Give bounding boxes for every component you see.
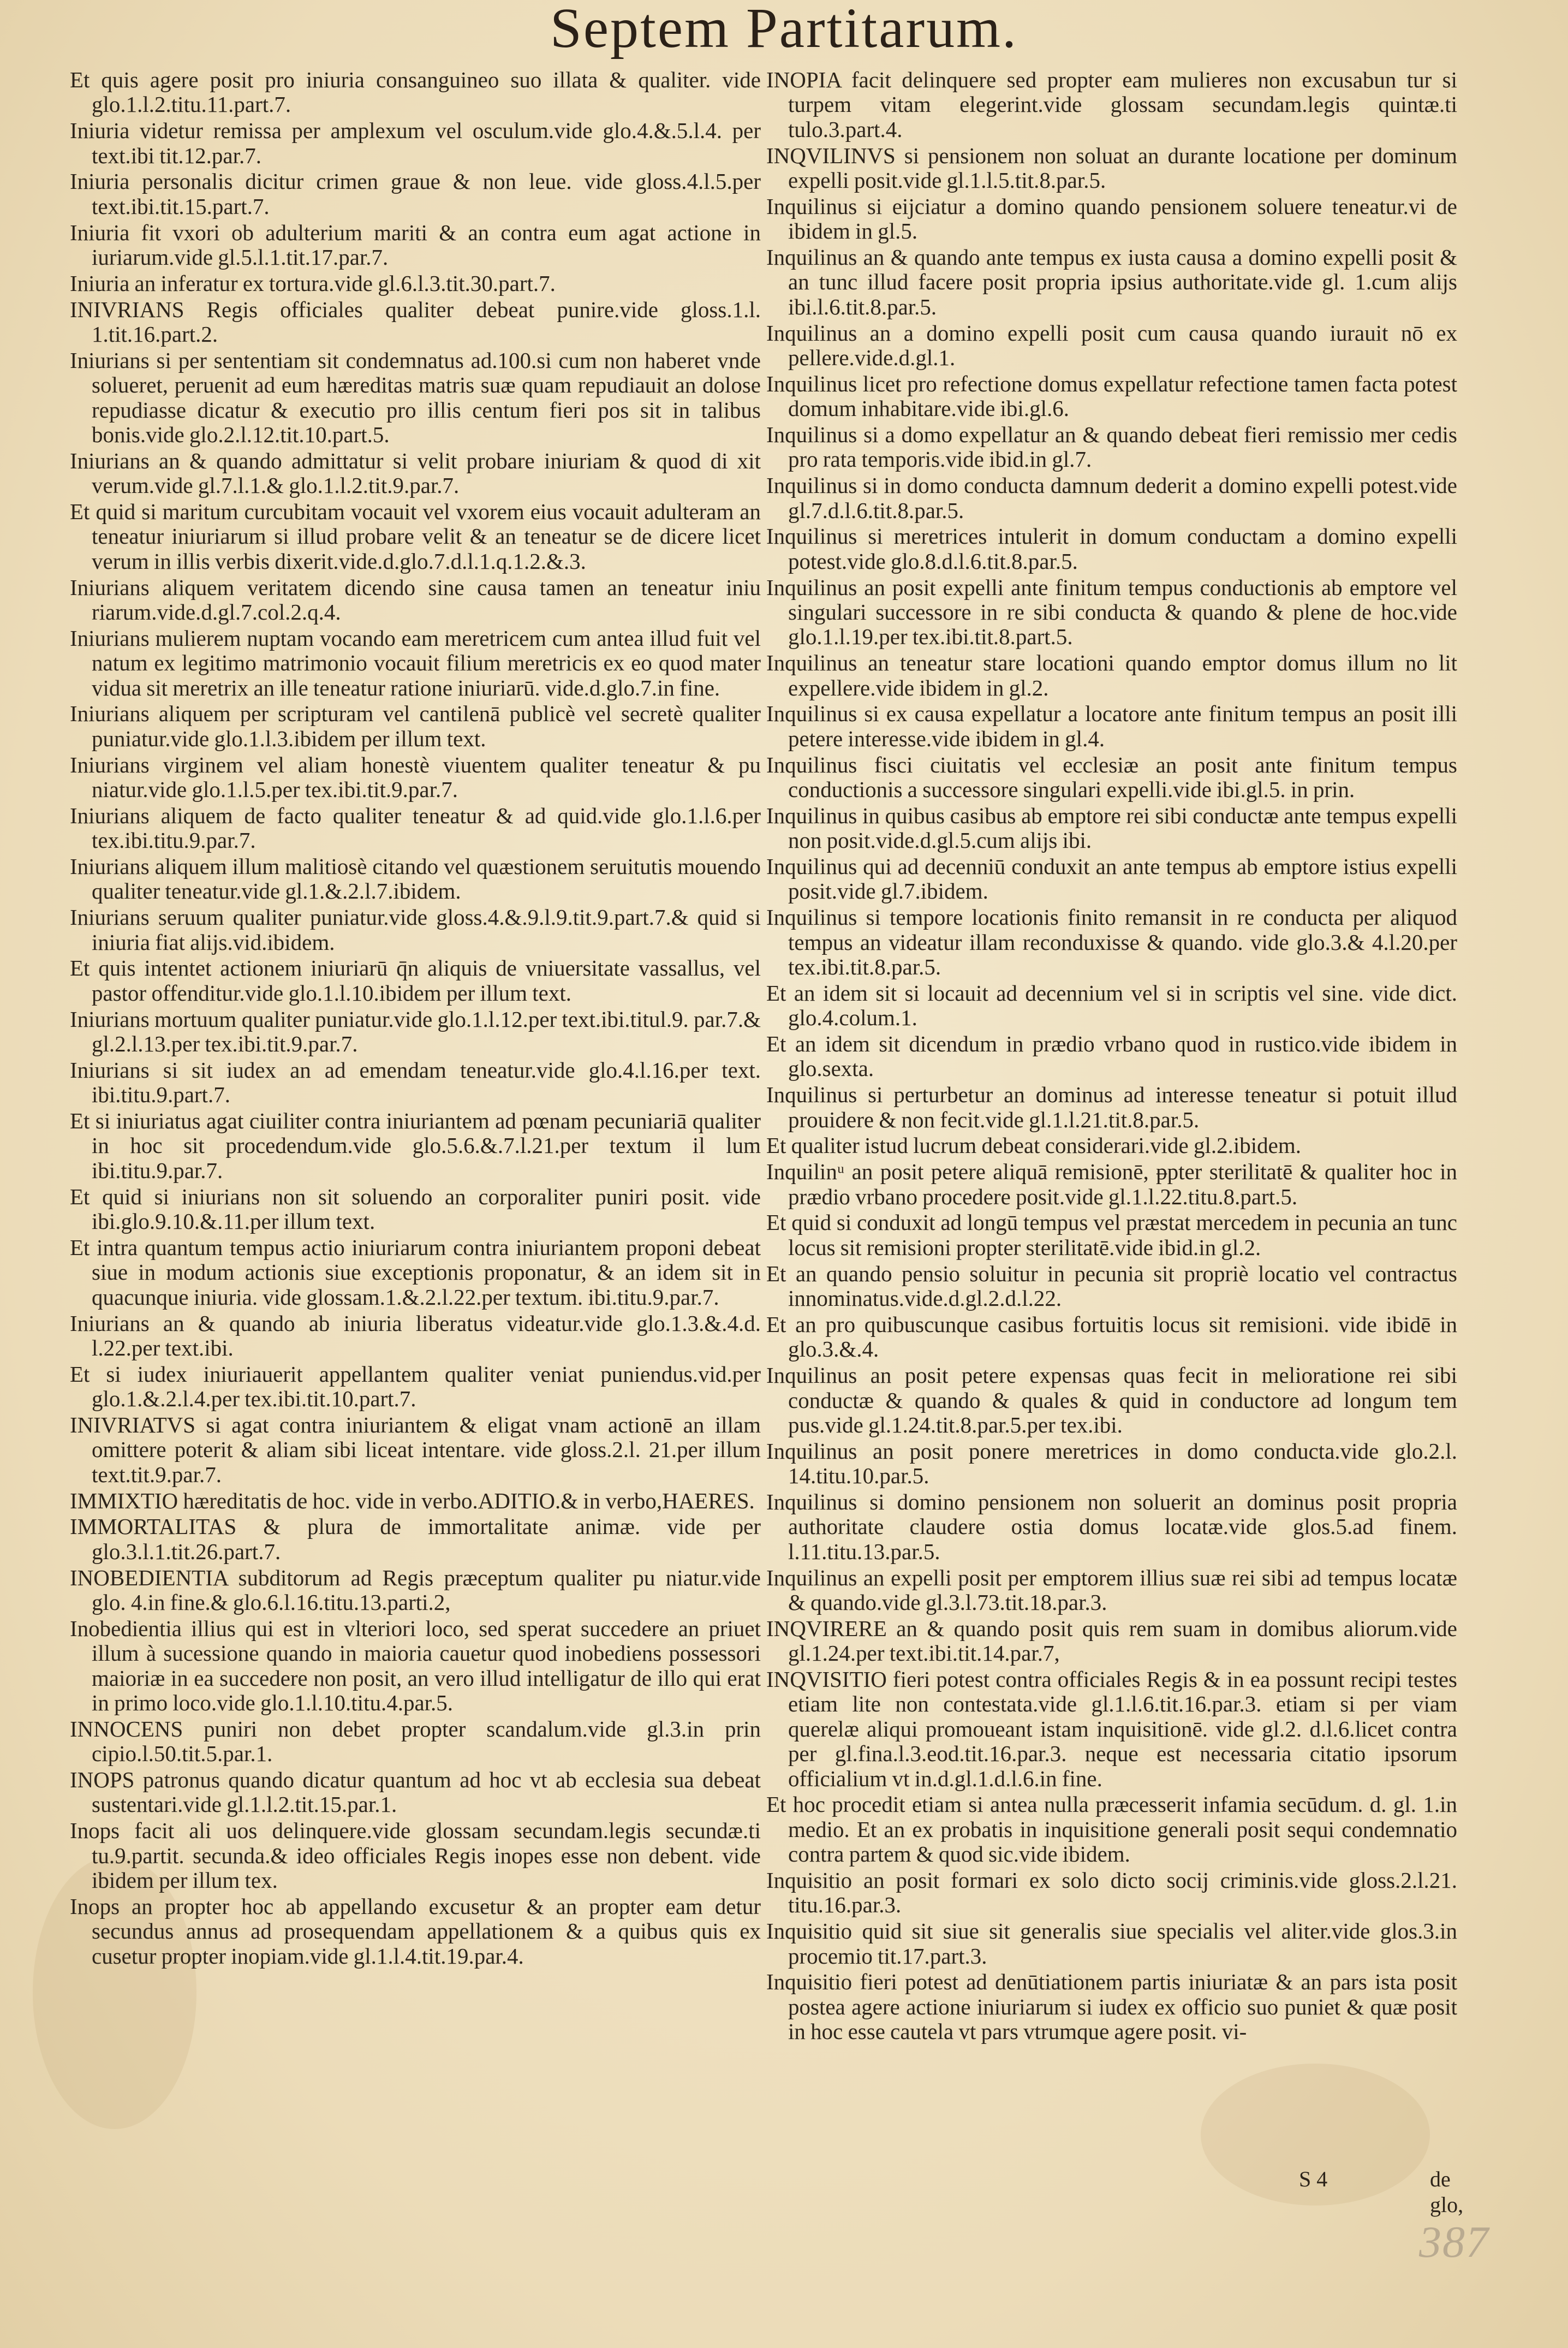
index-entry: Et quis intentet actionem iniuriarū q̄n aliquis de vniuersitate vassallus, vel pastor offenditur.vide glo.1.l.10.ibidem per illum text.	[70, 955, 761, 1006]
index-entry: Et quis agere posit pro iniuria consanguineo suo illata & qualiter. vide glo.1.l.2.titu.11.part.7.	[70, 67, 761, 117]
index-entry: Iniurians an & quando admittatur si velit probare iniuriam & quod di xit verum.vide gl.7.l.1.& glo.1.l.2.tit.9.par.7.	[70, 448, 761, 498]
index-entry: Iniuria videtur remissa per amplexum vel osculum.vide glo.4.&.5.l.4. per text.ibi tit.12.par.7.	[70, 118, 761, 168]
index-entry: Inquilinus si domino pensionem non soluerit an dominus posit propria authoritate claudere ostia domus locatæ.vide glos.5.ad finem. l.11.titu.13.par.5.	[766, 1489, 1457, 1564]
index-entry: Et an quando pensio soluitur in pecunia sit propriè locatio vel contractus innominatus.vide.d.gl.2.d.l.22.	[766, 1261, 1457, 1311]
index-entry: Iniurians virginem vel aliam honestè viuentem qualiter teneatur & pu niatur.vide glo.1.l.5.per tex.ibi.tit.9.par.7.	[70, 752, 761, 803]
index-entry: Inquisitio quid sit siue sit generalis siue specialis vel aliter.vide glos.3.in procemio tit.17.part.3.	[766, 1918, 1457, 1969]
index-entry: INQVILINVS si pensionem non soluat an durante locatione per dominum expelli posit.vide gl.1.l.5.tit.8.par.5.	[766, 142, 1457, 193]
index-entry: Et quid si iniurians non sit soluendo an corporaliter puniri posit. vide ibi.glo.9.10.&.11.per illum text.	[70, 1184, 761, 1234]
index-entry: Inquilinus si in domo conducta damnum dederit a domino expelli potest.vide gl.7.d.l.6.tit.8.par.5.	[766, 473, 1457, 523]
index-entry: Inops facit ali uos delinquere.vide glossam secundam.legis secundæ.ti tu.9.partit. secunda.& ideo officiales Regis inopes esse non debent. vide ibidem per illum tex.	[70, 1818, 761, 1893]
index-entry: INOPIA facit delinquere sed propter eam mulieres non excusabun tur si turpem vitam elegerint.vide glossam secundam.legis quintæ.ti tulo.3.part.4.	[766, 67, 1457, 142]
index-entry: Et intra quantum tempus actio iniuriarum contra iniuriantem proponi debeat siue in modum actionis siue exceptionis proponatur, & an idem sit in quacunque iniuria. vide glossam.1.&.2.l.22.per textum. ibi.titu.9.par.7.	[70, 1234, 761, 1310]
index-entry: Iniurians mortuum qualiter puniatur.vide glo.1.l.12.per text.ibi.titul.9. par.7.& gl.2.l.13.per tex.ibi.tit.9.par.7.	[70, 1006, 761, 1057]
index-entry: Iniurians aliquem veritatem dicendo sine causa tamen an teneatur iniu riarum.vide.d.gl.7.col.2.q.4.	[70, 574, 761, 625]
signature-mark: S 4	[1299, 2167, 1328, 2191]
index-entry: Inobedientia illius qui est in vlteriori loco, sed sperat succedere an priuet illum à sucessione quando in maioria cauetur quod inobediens possessori maioriæ in ea succedere non posit, an vero illud intelligatur de illo qui erat in primo loco.vide glo.1.l.10.titu.4.par.5.	[70, 1615, 761, 1715]
index-entry: INOPS patronus quando dicatur quantum ad hoc vt ab ecclesia sua debeat sustentari.vide gl.1.l.2.tit.15.par.1.	[70, 1767, 761, 1817]
index-entry: Et an pro quibuscunque casibus fortuitis locus sit remisioni. vide ibidē in glo.3.&.4.	[766, 1311, 1457, 1362]
index-entry: INIVRIATVS si agat contra iniuriantem & eligat vnam actionē an illam omittere poterit & aliam sibi liceat intentare. vide gloss.2.l. 21.per illum text.tit.9.par.7.	[70, 1412, 761, 1487]
index-entry: Inquilinus si perturbetur an dominus ad interesse teneatur si potuit illud prouidere & non fecit.vide gl.1.l.21.tit.8.par.5.	[766, 1082, 1457, 1132]
index-entry: Iniurians seruum qualiter puniatur.vide gloss.4.&.9.l.9.tit.9.part.7.& quid si iniuria fiat alijs.vid.ibidem.	[70, 905, 761, 955]
left-index-column	[70, 68, 761, 1970]
index-entry: INIVRIANS Regis officiales qualiter debeat punire.vide gloss.1.l. 1.tit.16.part.2.	[70, 296, 761, 347]
right-index-column	[766, 68, 1457, 2046]
index-entry: Inquilinus si meretrices intulerit in domum conductam a domino expelli potest.vide glo.8.d.l.6.tit.8.par.5.	[766, 524, 1457, 574]
index-entry: Iniurians mulierem nuptam vocando eam meretricem cum antea illud fuit vel natum ex legitimo matrimonio vocauit filium meretricis ex eo quod mater vidua sit meretrix an ille teneatur ratione iniuriarū. vide.d.glo.7.in fine.	[70, 625, 761, 700]
index-entry: Inquilinus an posit petere expensas quas fecit in melioratione rei sibi conductæ & quando & quales & quid in conductore ad longum tem pus.vide gl.1.24.tit.8.par.5.per tex.ibi.	[766, 1363, 1457, 1437]
index-entry: Et an idem sit dicendum in prædio vrbano quod in rustico.vide ibidem in glo.sexta.	[766, 1031, 1457, 1081]
index-entry: Inquilinus licet pro refectione domus expellatur refectione tamen facta potest domum inhabitare.vide ibi.gl.6.	[766, 371, 1457, 421]
index-entry: Et quid si maritum curcubitam vocauit vel vxorem eius vocauit adulteram an teneatur iniuriarum si illud probare velit & an teneatur se de dicere licet verum in illis verbis dixerit.vide.d.glo.7.d.l.1.q.1.2.&.3.	[70, 499, 761, 574]
index-entry: INQVISITIO fieri potest contra officiales Regis & in ea possunt recipi testes etiam lite non contestata.vide gl.1.l.6.tit.16.par.3. etiam si per viam querelæ aliqui promoueant istam inquisitionē. vide gl.2. d.l.6.licet contra per gl.fina.l.3.eod.tit.16.par.3. neque est necessaria citatio ipsorum officialium vt in.d.gl.1.d.l.6.in fine.	[766, 1666, 1457, 1791]
index-entry: INOBEDIENTIA subditorum ad Regis præceptum qualiter pu niatur.vide glo. 4.in fine.& glo.6.l.16.titu.13.parti.2,	[70, 1565, 761, 1615]
index-entry: Et hoc procedit etiam si antea nulla præcesserit infamia secūdum. d. gl. 1.in medio. Et an ex probatis in inquisitione generali posit sequi condemnatio contra partem & quod sic.vide ibidem.	[766, 1792, 1457, 1867]
index-entry: Inquisitio fieri potest ad denūtiationem partis iniuriatæ & an pars ista posit postea agere actione iniuriarum si iudex ex officio suo puniet & quæ posit in hoc esse cautela vt pars vtrumque agere posit. vi-	[766, 1969, 1457, 2044]
index-entry: Iniuria an inferatur ex tortura.vide gl.6.l.3.tit.30.part.7.	[70, 270, 556, 296]
index-entry: Iniuria personalis dicitur crimen graue & non leue. vide gloss.4.l.5.per text.ibi.tit.15.part.7.	[70, 169, 761, 219]
index-entry: Inquilinus in quibus casibus ab emptore rei sibi conductæ ante tempus expelli non posit.vide.d.gl.5.cum alijs ibi.	[766, 803, 1457, 853]
index-entry: Iniurians aliquem de facto qualiter teneatur & ad quid.vide glo.1.l.6.per tex.ibi.titu.9.par.7.	[70, 803, 761, 853]
catchword: de glo,	[1430, 2167, 1464, 2217]
index-entry: Inquilinus si tempore locationis finito remansit in re conducta per aliquod tempus an videatur illam reconduxisse & quando. vide glo.3.& 4.l.20.per tex.ibi.tit.8.par.5.	[766, 905, 1457, 980]
index-entry: Inquilinus si ex causa expellatur a locatore ante finitum tempus an posit illi petere interesse.vide ibidem in gl.4.	[766, 701, 1457, 751]
index-entry: INNOCENS puniri non debet propter scandalum.vide gl.3.in prin cipio.l.50.tit.5.par.1.	[70, 1716, 761, 1767]
index-entry: IMMIXTIO hæreditatis de hoc. vide in verbo.ADITIO.& in verbo,HAERES.	[70, 1488, 755, 1513]
index-entry: Inquilinus an teneatur stare locationi quando emptor domus illum no lit expellere.vide ibidem in gl.2.	[766, 650, 1457, 700]
index-entry: Inquilinus an & quando ante tempus ex iusta causa a domino expelli posit & an tunc illud facere posit propria ipsius authoritate.vide gl. 1.cum alijs ibi.l.6.tit.8.par.5.	[766, 245, 1457, 319]
index-entry: Iniurians an & quando ab iniuria liberatus videatur.vide glo.1.3.&.4.d. l.22.per text.ibi.	[70, 1310, 761, 1360]
index-entry: Inquilinᵘ an posit petere aliquā remisionē, ᵽpter sterilitatē & qualiter hoc in prædio vrbano procedere posit.vide gl.1.l.22.titu.8.part.5.	[766, 1159, 1457, 1209]
index-entry: Et quid si conduxit ad longū tempus vel præstat mercedem in pecunia an tunc locus sit remisioni propter sterilitatē.vide ibid.in gl.2.	[766, 1210, 1457, 1260]
index-entry: Inquilinus si a domo expellatur an & quando debeat fieri remissio mer cedis pro rata temporis.vide ibid.in gl.7.	[766, 422, 1457, 472]
index-entry: Et an idem sit si locauit ad decennium vel si in scriptis vel sine. vide dict. glo.4.colum.1.	[766, 980, 1457, 1031]
index-entry: Inquilinus si eijciatur a domino quando pensionem soluere teneatur.vi de ibidem in gl.5.	[766, 193, 1457, 244]
index-entry: Iniuria fit vxori ob adulterium mariti & an contra eum agat actione in iuriarum.vide gl.5.l.1.tit.17.par.7.	[70, 219, 761, 270]
index-entry: Inquilinus qui ad decenniū conduxit an ante tempus ab emptore istius expelli posit.vide gl.7.ibidem.	[766, 854, 1457, 904]
index-entry: Inquilinus an posit ponere meretrices in domo conducta.vide glo.2.l. 14.titu.10.par.5.	[766, 1438, 1457, 1489]
index-entry: Inquilinus an a domino expelli posit cum causa quando iurauit nō ex pellere.vide.d.gl.1.	[766, 320, 1457, 371]
index-entry: Iniurians si sit iudex an ad emendam teneatur.vide glo.4.l.16.per text. ibi.titu.9.part.7.	[70, 1057, 761, 1108]
index-entry: Inquilinus an posit expelli ante finitum tempus conductionis ab emptore vel singulari successore in re sibi conducta & quando & plene de hoc.vide glo.1.l.19.per tex.ibi.tit.8.part.5.	[766, 574, 1457, 650]
running-head: Septem Partitarum.	[550, 0, 1018, 60]
index-entry: INQVIRERE an & quando posit quis rem suam in domibus aliorum.vide gl.1.24.per text.ibi.tit.14.par.7,	[766, 1615, 1457, 1666]
index-entry: Et si iniuriatus agat ciuiliter contra iniuriantem ad pœnam pecuniariā qualiter in hoc sit procedendum.vide glo.5.6.&.7.l.21.per textum il lum ibi.titu.9.par.7.	[70, 1108, 761, 1183]
index-entry: Iniurians si per sententiam sit condemnatus ad.100.si cum non haberet vnde solueret, peruenit ad eum hæreditas matris suæ quam repudiauit an dolose repudiasse dicatur & executio pro illis centum fieri pos sit in talibus bonis.vide glo.2.l.12.tit.10.part.5.	[70, 347, 761, 448]
index-entry: Inquisitio an posit formari ex solo dicto socij criminis.vide gloss.2.l.21. titu.16.par.3.	[766, 1867, 1457, 1918]
handwritten-folio-number: 387	[1419, 2217, 1489, 2267]
index-entry: Inquilinus an expelli posit per emptorem illius suæ rei sibi ad tempus locatæ & quando.vide gl.3.l.73.tit.18.par.3.	[766, 1565, 1457, 1615]
index-entry: Et si iudex iniuriauerit appellantem qualiter veniat puniendus.vid.per glo.1.&.2.l.4.per tex.ibi.tit.10.part.7.	[70, 1361, 761, 1412]
index-entry: Iniurians aliquem per scripturam vel cantilenā publicè vel secretè qualiter puniatur.vide glo.1.l.3.ibidem per illum text.	[70, 701, 761, 751]
index-entry: Iniurians aliquem illum malitiosè citando vel quæstionem seruitutis mouendo qualiter teneatur.vide gl.1.&.2.l.7.ibidem.	[70, 854, 761, 904]
index-entry: IMMORTALITAS & plura de immortalitate animæ. vide per glo.3.l.1.tit.26.part.7.	[70, 1514, 761, 1564]
index-entry: Inquilinus fisci ciuitatis vel ecclesiæ an posit ante finitum tempus conductionis a successore singulari expelli.vide ibi.gl.5. in prin.	[766, 752, 1457, 803]
index-entry: Et qualiter istud lucrum debeat considerari.vide gl.2.ibidem.	[766, 1133, 1302, 1158]
index-entry: Inops an propter hoc ab appellando excusetur & an propter eam detur secundus annus ad prosequendam appellationem & a quibus quis ex cusetur propter inopiam.vide gl.1.l.4.tit.19.par.4.	[70, 1893, 761, 1969]
